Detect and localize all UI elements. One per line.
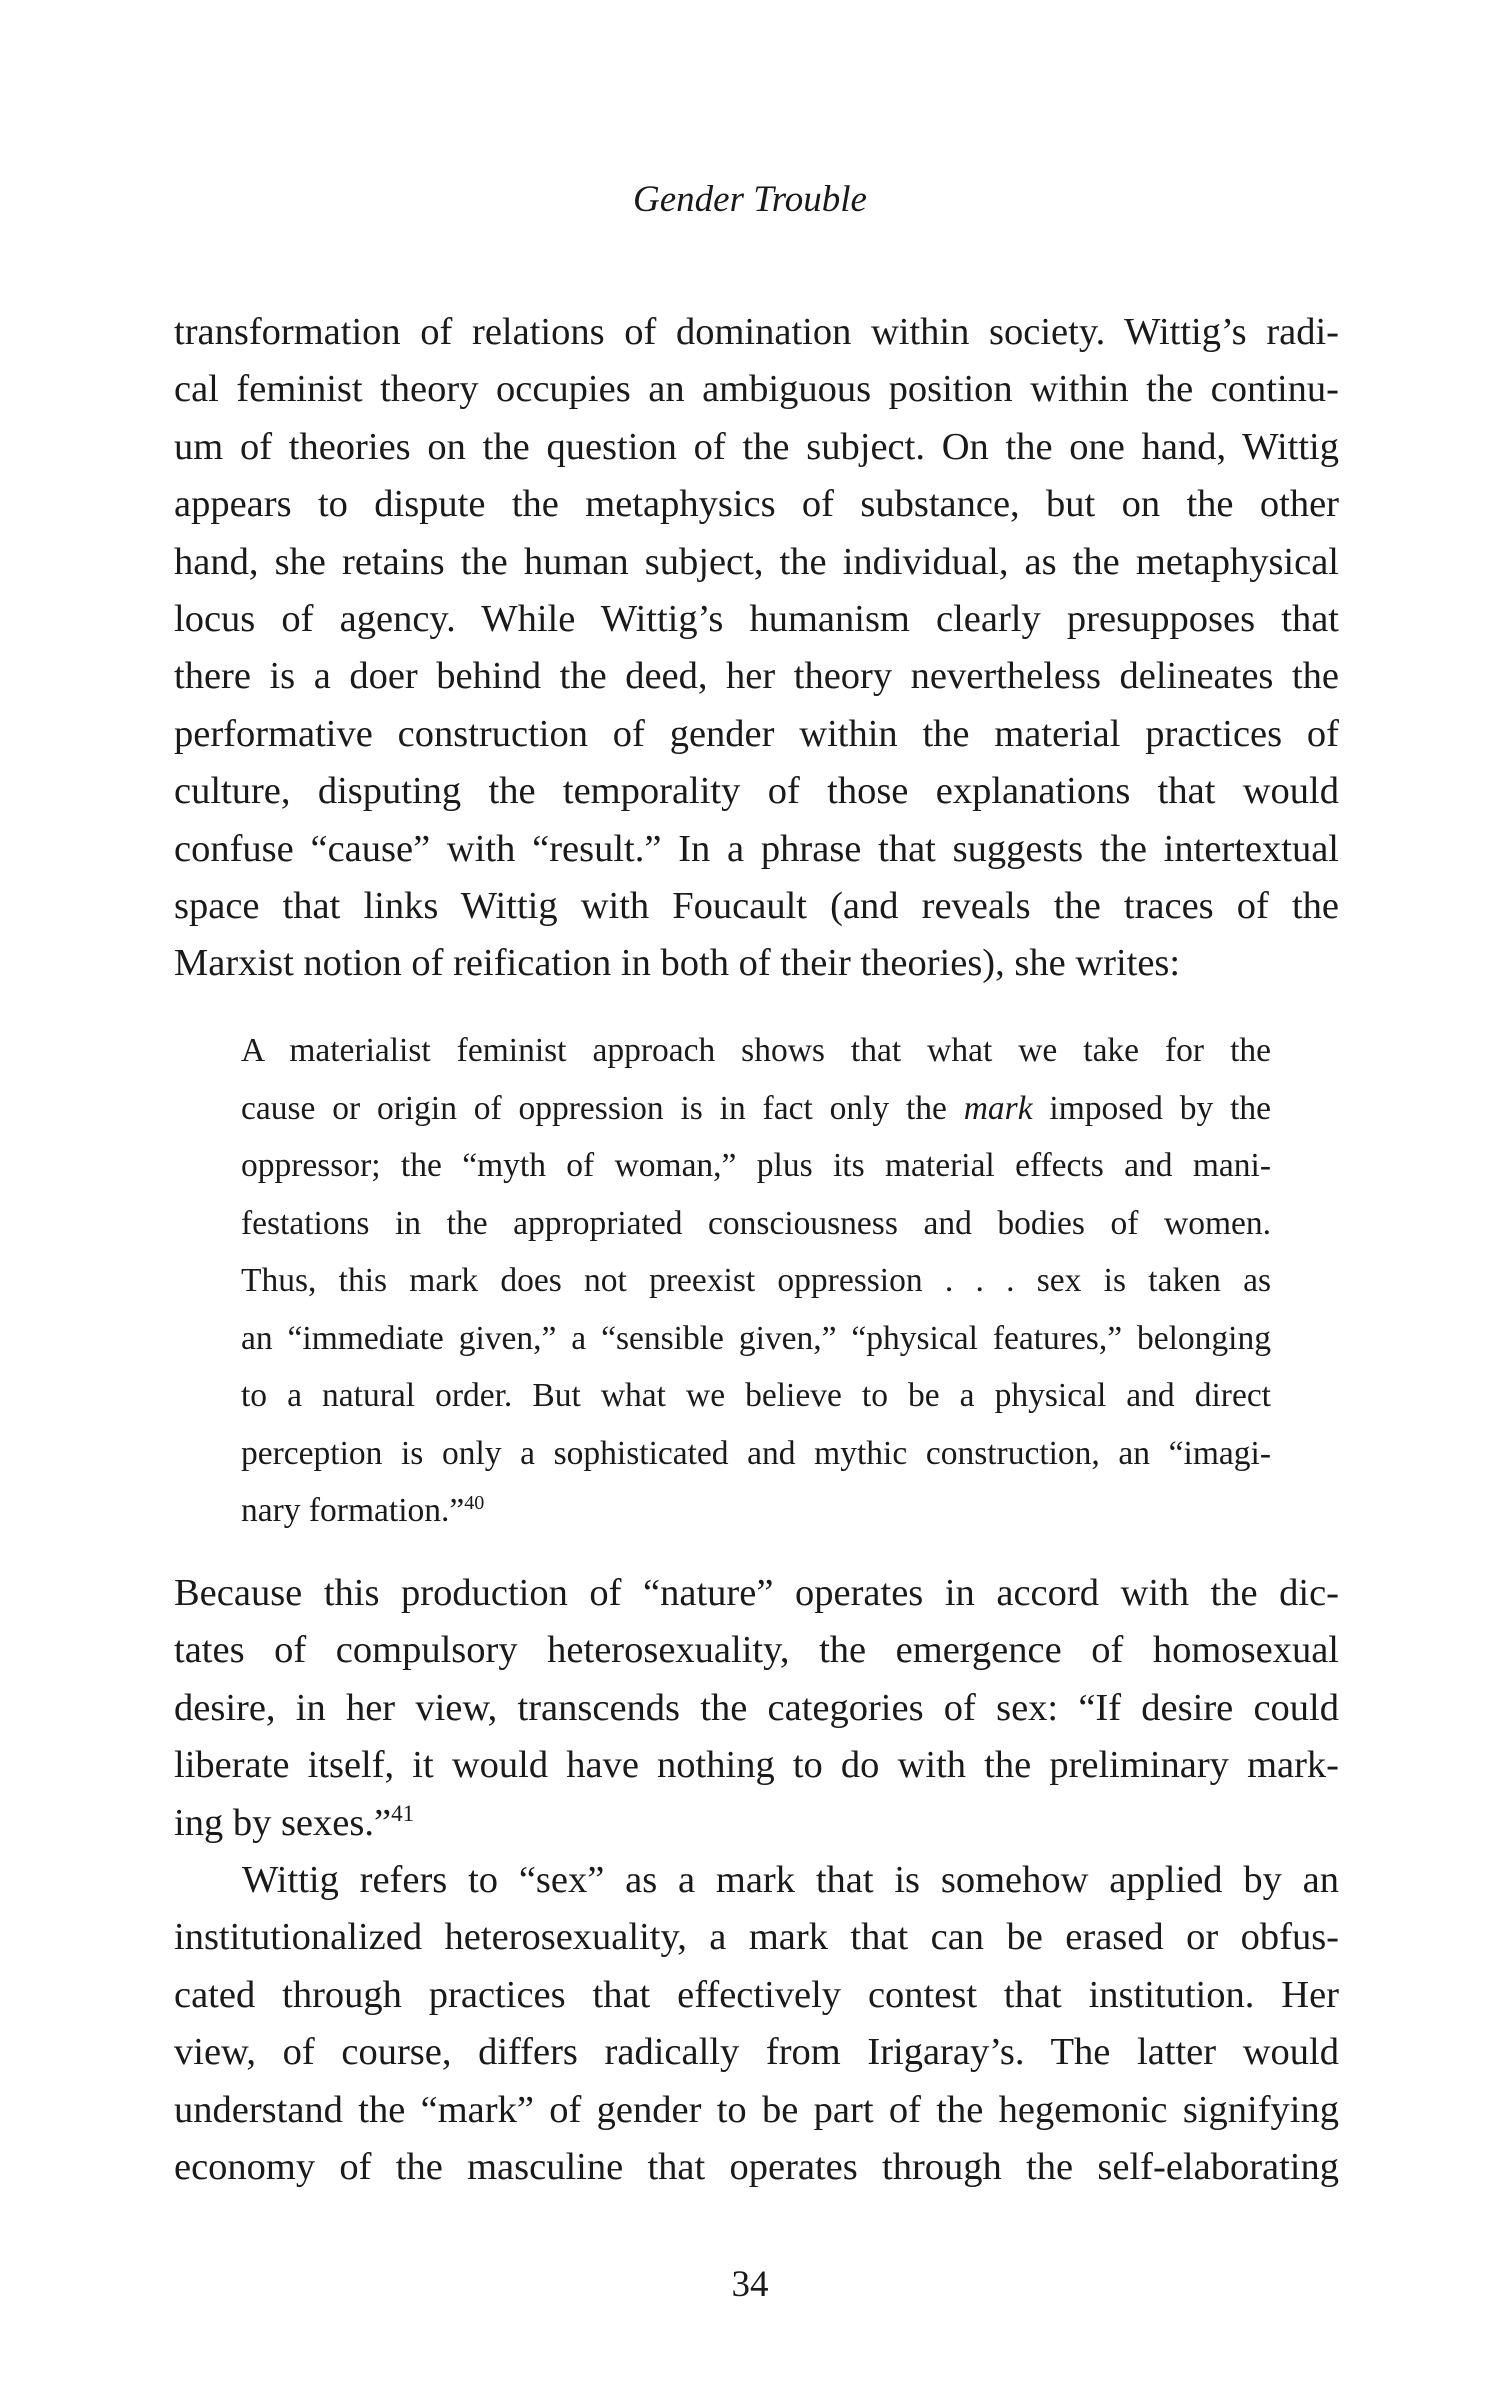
text-line: understand the “mark” of gender to be part of the hegemonic signifying [174, 2088, 1339, 2131]
text-line: transformation of relations of domination within society. Wittig’s radi- [174, 311, 1339, 353]
text-line: liberate itself, it would have nothing to do with the preliminary mark- [174, 1744, 1339, 1787]
quote-line: A materialist feminist approach shows that what we take for the [241, 1032, 1271, 1069]
paragraph-3 [174, 1852, 1339, 2196]
paragraph-2 [174, 1565, 1339, 1852]
text-line: cated through practices that effectively contest that institution. Her [174, 1973, 1339, 2016]
quote-line: an “immediate given,” a “sensible given,” “physical features,” belonging [241, 1319, 1271, 1357]
text: ing by sexes.” [174, 1801, 392, 1844]
block-quote [241, 1022, 1271, 1540]
quote-line [241, 1080, 1271, 1138]
footnote-ref-41[interactable]: 41 [391, 1799, 415, 1826]
quote-line: perception is only a sophisticated and mythic construction, an “imagi- [241, 1434, 1271, 1472]
text-line: culture, disputing the temporality of those explanations that would [174, 770, 1339, 813]
running-head: Gender Trouble [633, 179, 867, 220]
text-line: there is a doer behind the deed, her theory nevertheless delineates the [174, 655, 1339, 698]
page-number: 34 [731, 2264, 769, 2305]
quote-line: oppressor; the “myth of woman,” plus its material effects and mani- [241, 1147, 1271, 1184]
quote-text: cause or origin of oppression is in fact only the [241, 1089, 964, 1127]
text-line: hand, she retains the human subject, the individual, as the metaphysical [174, 540, 1339, 583]
text-line: economy of the masculine that operates through the self-elaborating [174, 2146, 1339, 2189]
text-line: Marxist notion of reification in both of their theories), she writes: [174, 942, 1181, 985]
quote-text: imposed by the [1032, 1089, 1271, 1127]
text-line: tates of compulsory heterosexuality, the emergence of homosexual [174, 1629, 1339, 1672]
quote-line [241, 1482, 1271, 1540]
text-line: performative construction of gender within the material practices of [174, 712, 1339, 755]
text-line: confuse “cause” with “result.” In a phrase that suggests the intertextual [174, 827, 1339, 870]
emphasis-mark: mark [963, 1089, 1033, 1127]
text-line: Because this production of “nature” operates in accord with the dic- [174, 1572, 1339, 1614]
quote-line: Thus, this mark does not preexist oppression . . . sex is taken as [241, 1262, 1271, 1299]
text-line: space that links Wittig with Foucault (and reveals the traces of the [174, 885, 1339, 928]
text-line: desire, in her view, transcends the categories of sex: “If desire could [174, 1686, 1339, 1729]
quote-line: festations in the appropriated consciousness and bodies of women. [241, 1204, 1271, 1242]
text-line: cal feminist theory occupies an ambiguous position within the continu- [174, 368, 1339, 411]
footnote-ref-40[interactable]: 40 [464, 1491, 485, 1514]
paragraph-1 [174, 304, 1339, 993]
text-line: locus of agency. While Wittig’s humanism clearly presupposes that [174, 598, 1339, 641]
text-line: view, of course, differs radically from Irigaray’s. The latter would [174, 2031, 1339, 2074]
quote-line: to a natural order. But what we believe to be a physical and direct [241, 1377, 1271, 1414]
text-line: Wittig refers to “sex” as a mark that is somehow applied by an [242, 1859, 1339, 1901]
text-line: appears to dispute the metaphysics of substance, but on the other [174, 483, 1339, 526]
text-line: institutionalized heterosexuality, a mark that can be erased or obfus- [174, 1916, 1339, 1959]
text-line: um of theories on the question of the subject. On the one hand, Wittig [174, 425, 1339, 468]
quote-text: nary formation.” [241, 1492, 465, 1529]
text-line [174, 1795, 1339, 1852]
